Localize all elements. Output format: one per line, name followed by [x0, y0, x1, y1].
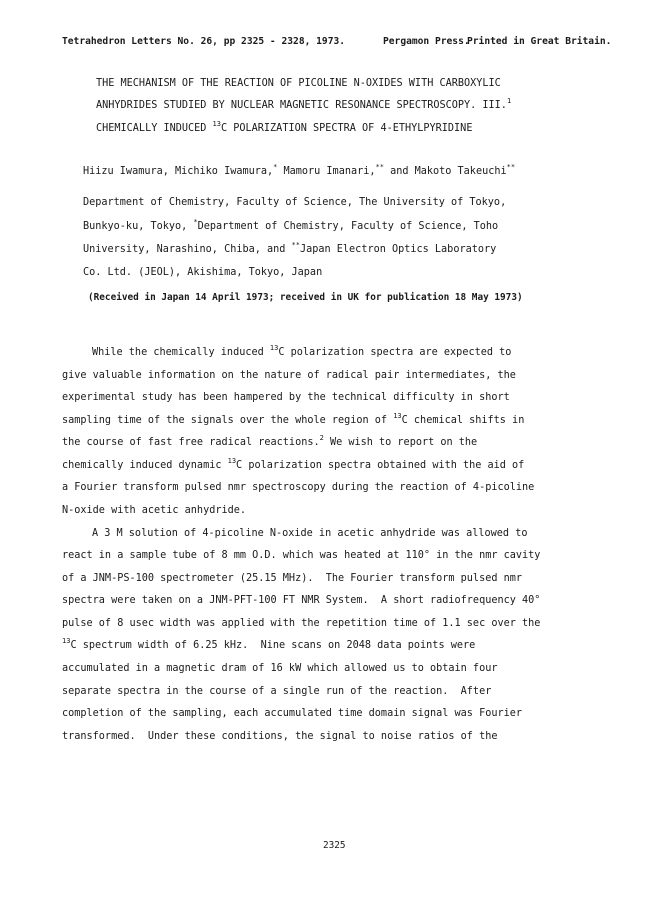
title-line-2	[96, 99, 511, 112]
title-line-3-text-b: C POLARIZATION SPECTRA OF 4-ETHYLPYRIDINE	[220, 123, 473, 134]
para1-line-6-b: C polarization spectra obtained with the aid of	[236, 460, 525, 471]
para1-line-8: N-oxide with acetic anhydride.	[62, 505, 247, 516]
journal-citation: Tetrahedron Letters No. 26, pp 2325 - 2328, 1973.	[62, 36, 346, 47]
para2-isotope: 13	[62, 637, 71, 645]
para1-line-6-a: chemically induced dynamic	[62, 460, 228, 471]
printed-location: Printed in Great Britain.	[467, 36, 612, 47]
para2-line-2: react in a sample tube of 8 mm O.D. which was heated at 110° in the nmr cavity	[62, 550, 541, 561]
author-mark-1: *	[273, 163, 278, 171]
para1-line-7: a Fourier transform pulsed nmr spectroscopy during the reaction of 4-picoline	[62, 482, 535, 493]
affiliation-mark-1: *	[193, 218, 198, 226]
para1-footnote-2: 2	[319, 434, 324, 442]
author-3: Mamoru Imanari,	[277, 166, 376, 177]
received-dates: (Received in Japan 14 April 1973; received in UK for publication 18 May 1973)	[88, 292, 523, 303]
para1-line-1-b: C polarization spectra are expected to	[278, 347, 512, 358]
para2-line-7: accumulated in a magnetic dram of 16 kW which allowed us to obtain four	[62, 663, 498, 674]
para1-line-4	[62, 414, 524, 427]
para1-line-6	[62, 459, 524, 472]
author-4: and Makoto Takeuchi	[383, 166, 507, 177]
title-line-3-text-a: CHEMICALLY INDUCED	[96, 123, 213, 134]
page-number: 2325	[323, 840, 346, 851]
title-line-2-text: ANHYDRIDES STUDIED BY NUCLEAR MAGNETIC RESONANCE SPECTROSCOPY. III.	[96, 100, 507, 111]
para1-isotope-3: 13	[227, 457, 237, 465]
para1-line-3: experimental study has been hampered by the technical difficulty in short	[62, 392, 510, 403]
para2-line-5: pulse of 8 usec width was applied with the repetition time of 1.1 sec over the	[62, 618, 541, 629]
para1-line-2: give valuable information on the nature of radical pair intermediates, the	[62, 370, 516, 381]
title-line-1: THE MECHANISM OF THE REACTION OF PICOLINE N-OXIDES WITH CARBOXYLIC	[96, 78, 501, 89]
publisher: Pergamon Press.	[383, 36, 470, 47]
para2-line-10: transformed. Under these conditions, the signal to noise ratios of the	[62, 731, 498, 742]
para1-line-5-a: the course of fast free radical reactions.	[62, 437, 320, 448]
para2-line-3: of a JNM-PS-100 spectrometer (25.15 MHz). The Fourier transform pulsed nmr	[62, 573, 523, 584]
para2-line-4: spectra were taken on a JNM-PFT-100 FT NMR System. A short radiofrequency 40°	[62, 595, 541, 606]
para2-line-1: A 3 M solution of 4-picoline N-oxide in acetic anhydride was allowed to	[92, 528, 528, 539]
para1-isotope-1: 13	[269, 344, 279, 352]
para2-line-6-b: C spectrum width of 6.25 kHz. Nine scans on 2048 data points were	[70, 640, 476, 651]
affiliation-mark-2: **	[291, 241, 300, 249]
affiliation-line-2-b: Department of Chemistry, Faculty of Science, Toho	[197, 221, 499, 232]
authors	[83, 165, 515, 178]
affiliation-line-3-b: Japan Electron Optics Laboratory	[299, 244, 497, 255]
affiliation-line-1: Department of Chemistry, Faculty of Science, The University of Tokyo,	[83, 197, 507, 208]
title-line-3	[96, 122, 472, 135]
affiliation-line-2-a: Bunkyo-ku, Tokyo,	[83, 221, 194, 232]
para1-line-5-b: We wish to report on the	[323, 437, 478, 448]
para1-isotope-2: 13	[393, 412, 402, 420]
para2-line-9: completion of the sampling, each accumulated time domain signal was Fourier	[62, 708, 523, 719]
para1-line-5	[62, 436, 477, 449]
title-footnote-ref: 1	[506, 97, 512, 105]
para2-line-6	[62, 639, 475, 652]
affiliation-line-3-a: University, Narashino, Chiba, and	[83, 244, 292, 255]
para1-line-4-a: sampling time of the signals over the whole region of	[62, 415, 394, 426]
author-mark-3: **	[506, 163, 516, 171]
author-1-2: Hiizu Iwamura, Michiko Iwamura,	[83, 166, 274, 177]
para1-line-4-b: C chemical shifts in	[401, 415, 525, 426]
affiliation-line-2	[83, 220, 498, 233]
affiliation-line-4: Co. Ltd. (JEOL), Akishima, Tokyo, Japan	[83, 267, 323, 278]
affiliation-line-3	[83, 243, 496, 256]
para2-line-8: separate spectra in the course of a single run of the reaction. After	[62, 686, 492, 697]
para1-line-1-a: While the chemically induced	[92, 347, 270, 358]
author-mark-2: **	[375, 163, 384, 171]
para1-line-1	[92, 346, 511, 359]
title-isotope-sup: 13	[212, 120, 221, 128]
